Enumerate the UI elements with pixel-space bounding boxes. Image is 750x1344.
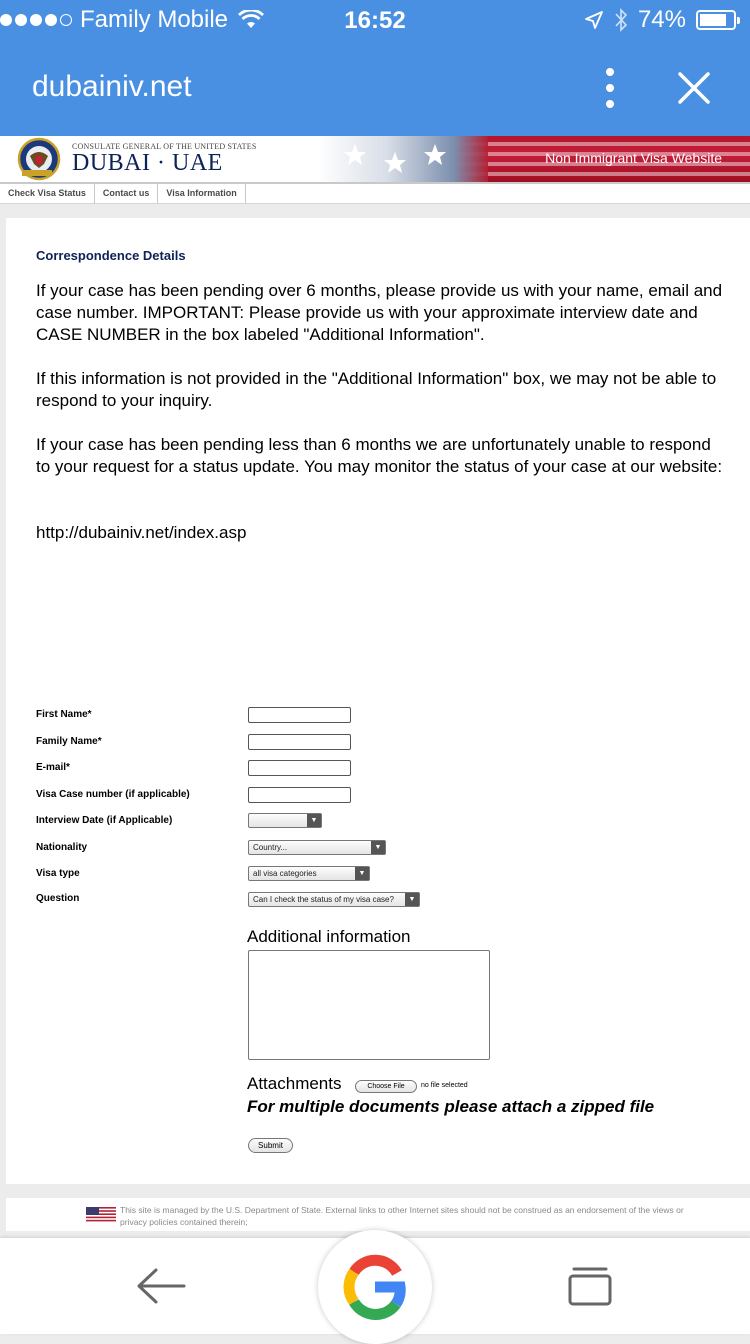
first-name-input[interactable] <box>248 707 351 723</box>
interview-date-select[interactable] <box>248 813 322 828</box>
family-name-input[interactable] <box>248 734 351 750</box>
site-label: Non Immigrant Visa Website <box>545 150 722 166</box>
back-arrow-icon[interactable] <box>134 1260 188 1312</box>
carrier-name: Family Mobile <box>80 6 229 33</box>
google-g-icon <box>340 1252 410 1322</box>
status-bar <box>0 0 750 40</box>
additional-info-textarea[interactable] <box>248 950 490 1060</box>
status-website-link: http://dubainiv.net/index.asp <box>36 523 247 542</box>
family-name-label: Family Name* <box>36 736 102 747</box>
question-value: Can I check the status of my visa case? <box>253 895 394 904</box>
nationality-value: Country... <box>253 843 288 852</box>
page-footer <box>6 1198 750 1231</box>
nationality-label: Nationality <box>36 842 88 853</box>
location-arrow-icon <box>584 10 604 30</box>
visa-type-select[interactable] <box>248 866 370 881</box>
bluetooth-icon <box>614 8 628 32</box>
status-right <box>584 6 736 34</box>
instructions-paragraph-3: If your case has been pending less than 6 months we are unfortunately unable to respond to your request for a status update. You may monitor the status of your case at our website: <box>36 435 723 476</box>
url-display[interactable]: dubainiv.net <box>32 70 192 103</box>
visa-type-value: all visa categories <box>253 869 317 878</box>
first-name-label: First Name* <box>36 709 92 720</box>
flag-banner-image <box>318 136 750 182</box>
dropdown-arrow-icon: ▼ <box>355 867 369 880</box>
consulate-seal-logo <box>14 137 64 181</box>
additional-info-label: Additional information <box>247 927 411 946</box>
close-icon[interactable] <box>676 70 712 106</box>
star-icon <box>340 142 450 178</box>
attachments-label: Attachments <box>247 1074 342 1093</box>
battery-icon <box>696 10 736 30</box>
battery-percent: 74% <box>637 6 686 33</box>
main-content <box>6 218 750 1184</box>
city-title: DUBAI · UAE <box>72 150 223 176</box>
page-heading: Correspondence Details <box>36 248 186 263</box>
consulate-title: CONSULATE GENERAL OF THE UNITED STATES <box>72 142 257 151</box>
nav-contact-us[interactable]: Contact us <box>95 184 159 204</box>
browser-toolbar <box>0 40 750 136</box>
clock: 16:52 <box>344 7 406 34</box>
submit-button[interactable]: Submit <box>248 1138 293 1153</box>
bottom-toolbar <box>0 1238 750 1334</box>
nav-check-visa-status[interactable]: Check Visa Status <box>0 184 95 204</box>
us-flag-icon <box>86 1207 116 1223</box>
choose-file-button[interactable]: Choose File <box>355 1080 417 1093</box>
site-nav <box>0 182 750 204</box>
zip-note: For multiple documents please attach a zipped file <box>247 1097 655 1116</box>
footer-disclaimer: This site is managed by the U.S. Department of State. External links to other Internet sites should not be construed as an endorsement of the views or privacy policies contained therein; <box>120 1205 684 1227</box>
nav-visa-information[interactable]: Visa Information <box>158 184 245 204</box>
question-label: Question <box>36 893 80 904</box>
file-status-text: no file selected <box>421 1082 468 1089</box>
dropdown-arrow-icon: ▼ <box>405 893 419 906</box>
dropdown-arrow-icon: ▼ <box>371 841 385 854</box>
tabs-icon[interactable] <box>566 1264 614 1306</box>
visa-type-label: Visa type <box>36 868 80 879</box>
instructions-paragraph-1: If your case has been pending over 6 months, please provide us with your name, email and case number. IMPORTANT: Please provide us with your approximate interview date and CASE NUMBER in the box labeled "Additional Information". <box>36 281 723 344</box>
email-input[interactable] <box>248 760 351 776</box>
nationality-select[interactable] <box>248 840 386 855</box>
site-banner <box>0 136 750 182</box>
more-options-icon[interactable] <box>600 68 620 108</box>
interview-date-label: Interview Date (if Applicable) <box>36 815 173 826</box>
case-number-label: Visa Case number (if applicable) <box>36 789 190 800</box>
email-label: E-mail* <box>36 762 70 773</box>
dropdown-arrow-icon: ▼ <box>307 814 321 827</box>
google-search-button[interactable] <box>318 1230 432 1344</box>
case-number-input[interactable] <box>248 787 351 803</box>
instructions-paragraph-2: If this information is not provided in the "Additional Information" box, we may not be able to respond to your inquiry. <box>36 369 717 410</box>
question-select[interactable] <box>248 892 420 907</box>
